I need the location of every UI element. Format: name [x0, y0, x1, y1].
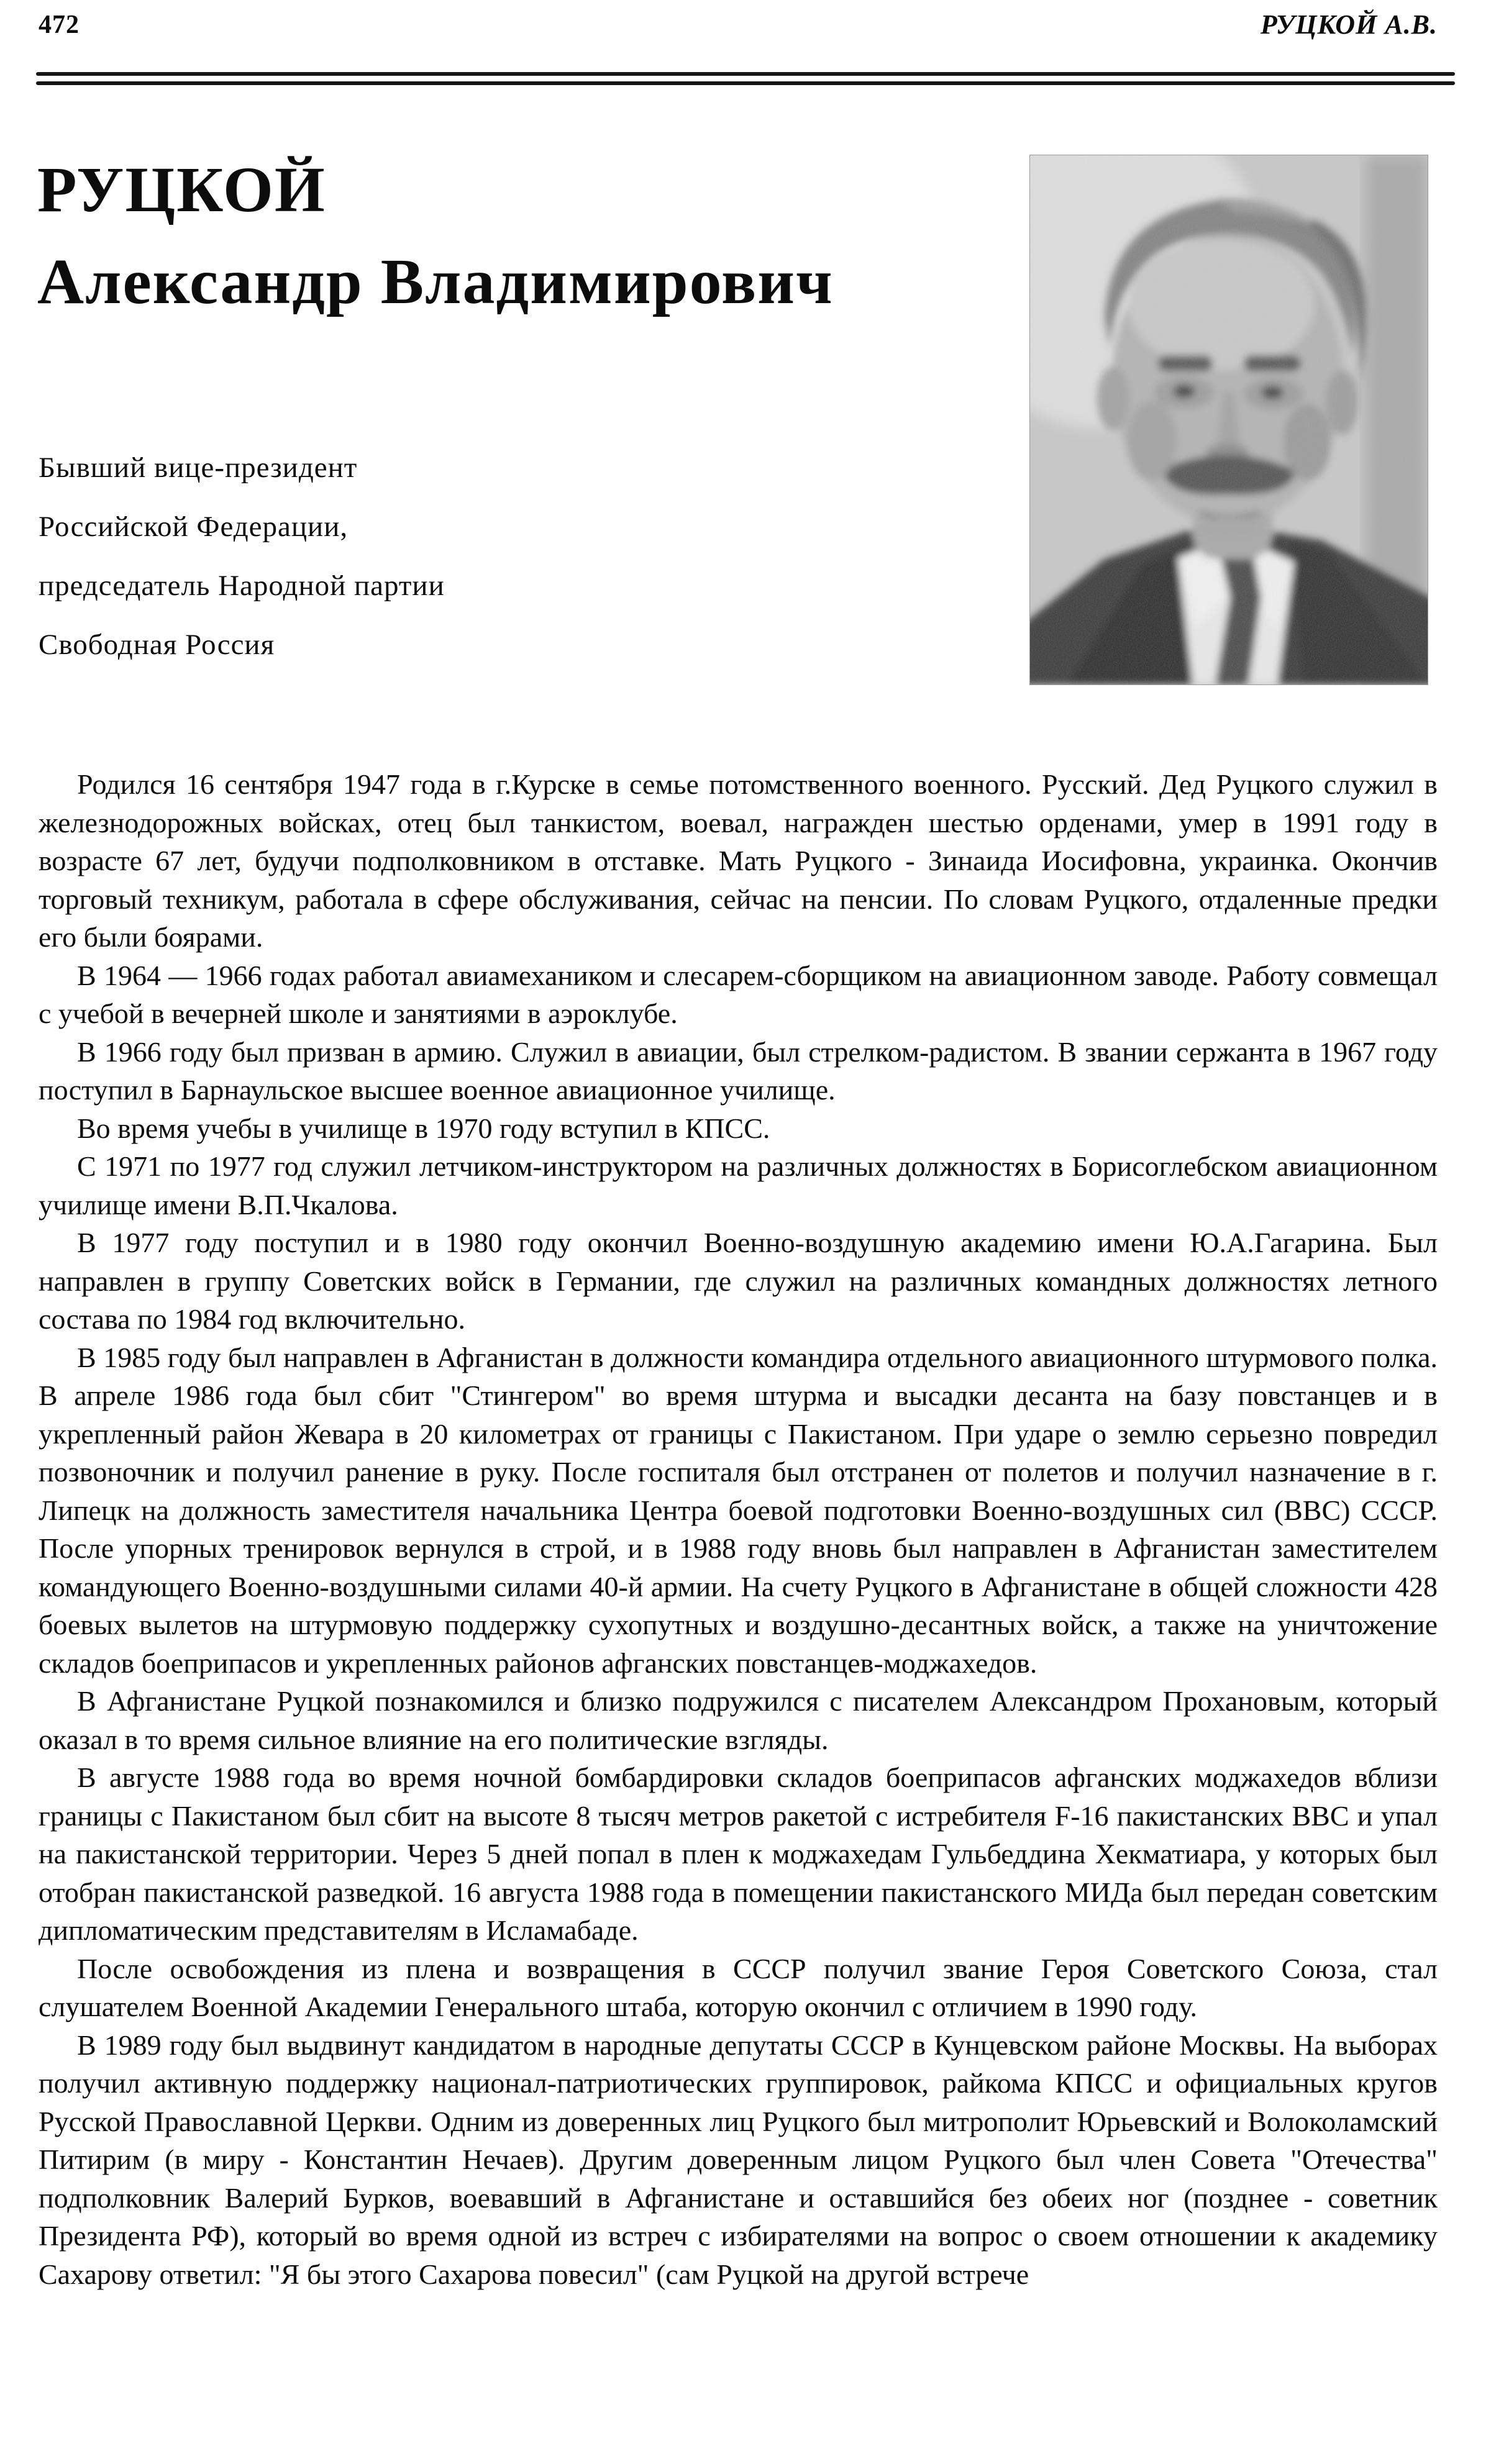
- biography-paragraph: Во время учебы в училище в 1970 году вступил в КПСС.: [77, 1112, 770, 1144]
- biography-paragraph: В 1977 году поступил и в 1980 году окончил Военно-воздушную академию имени Ю.А.Гагарина. Был направлен в группу Советских войск в Германии, где служил на различных командных должностях летного состава по 1984 год включительно.: [39, 1227, 1438, 1335]
- position-line: Бывший вице-президент: [39, 452, 358, 484]
- portrait-photo: [1030, 155, 1428, 684]
- position-line: Российской Федерации,: [39, 511, 349, 543]
- biography-paragraph: В 1989 году был выдвинут кандидатом в народные депутаты СССР в Кунцевском районе Москвы. На выборах получил активную поддержку национал-патриотических группировок, райкома КПСС и официальных кругов Русской Православной Церкви. Одним из доверенных лиц Руцкого был митрополит Юрьевский и Волоколамский Питирим (в миру - Константин Нечаев). Другим доверенным лицом Руцкого был член Совета "Отечества" подполковник Валерий Бурков, воевавший в Афганистане и оставшийся без обеих ног (позднее - советник Президента РФ), который во время одной из встреч с избирателями на вопрос о своем отношении к академику Сахарову ответил: "Я бы этого Сахарова повесил" (сам Руцкой на другой встрече: [39, 2029, 1438, 2290]
- biography-paragraph: В Афганистане Руцкой познакомился и близко подружился с писателем Александром Прохановым, который оказал в то время сильное влияние на его политические взгляды.: [39, 1685, 1438, 1755]
- position-line: председатель Народной партии: [39, 570, 445, 602]
- entry-position: [39, 439, 445, 675]
- biography-paragraph: После освобождения из плена и возвращения в СССР получил звание Героя Советского Союза, стал слушателем Военной Академии Генерального штаба, которую окончил с отличием в 1990 году.: [39, 1952, 1438, 2022]
- biography-text: [39, 765, 1438, 2293]
- header-rule-bottom: [36, 81, 1455, 85]
- portrait-photo-drawing: [1030, 155, 1428, 684]
- biography-paragraph: В 1985 году был направлен в Афганистан в должности командира отдельного авиационного штурмового полка. В апреле 1986 года был сбит "Стингером" во время штурма и высадки десанта на базу повстанцев и в укрепленный район Жевара в 20 километрах от границы с Пакистаном. При ударе о землю серьезно повредил позвоночник и получил ранение в руку. После госпиталя был отстранен от полетов и получил назначение в г. Липецк на должность заместителя начальника Центра боевой подготовки Военно-воздушных сил (ВВС) СССР. После упорных тренировок вернулся в строй, и в 1988 году вновь был направлен в Афганистан заместителем командующего Военно-воздушными силами 40-й армии. На счету Руцкого в Афганистане в общей сложности 428 боевых вылетов на штурмовую поддержку сухопутных и воздушно-десантных войск, а также на уничтожение складов боеприпасов и укрепленных районов афганских повстанцев-моджахедов.: [39, 1341, 1438, 1679]
- position-line: Свободная Россия: [39, 629, 275, 661]
- page-number: 472: [39, 11, 80, 39]
- biography-paragraph: В 1964 — 1966 годах работал авиамехаником и слесарем-сборщиком на авиационном заводе. Работу совмещал с учебой в вечерней школе и занятиями в аэроклубе.: [39, 959, 1438, 1029]
- biography-paragraph: В августе 1988 года во время ночной бомбардировки складов боеприпасов афганских моджахедов вблизи границы с Пакистаном был сбит на высоте 8 тысяч метров ракетой с истребителя F-16 пакистанских ВВС и упал на пакистанской территории. Через 5 дней попал в плен к моджахедам Гульбеддина Хекматиара, у которых был отобран пакистанской разведкой. 16 августа 1988 года в помещении пакистанского МИДа был передан советским дипломатическим представителям в Исламабаде.: [39, 1762, 1438, 1946]
- running-head: РУЦКОЙ А.В.: [1260, 9, 1438, 40]
- entry-name-patronymic: Александр Владимирович: [37, 246, 834, 317]
- biography-paragraph: С 1971 по 1977 год служил летчиком-инструктором на различных должностях в Борисоглебском авиационном училище имени В.П.Чкалова.: [39, 1150, 1438, 1221]
- biography-paragraph: Родился 16 сентября 1947 года в г.Курске в семье потомственного военного. Русский. Дед Руцкого служил в железнодорожных войсках, отец был танкистом, воевал, награжден шестью орденами, умер в 1991 году в возрасте 67 лет, будучи подполковником в отставке. Мать Руцкого - Зинаида Иосифовна, украинка. Окончив торговый техникум, работала в сфере обслуживания, сейчас на пенсии. По словам Руцкого, отдаленные предки его были боярами.: [39, 768, 1438, 953]
- entry-title: [37, 144, 834, 328]
- biography-paragraph: В 1966 году был призван в армию. Служил в авиации, был стрелком-радистом. В звании сержанта в 1967 году поступил в Барнаульское высшее военное авиационное училище.: [39, 1035, 1438, 1106]
- entry-surname: РУЦКОЙ: [37, 154, 326, 225]
- header-rule-top: [36, 72, 1455, 76]
